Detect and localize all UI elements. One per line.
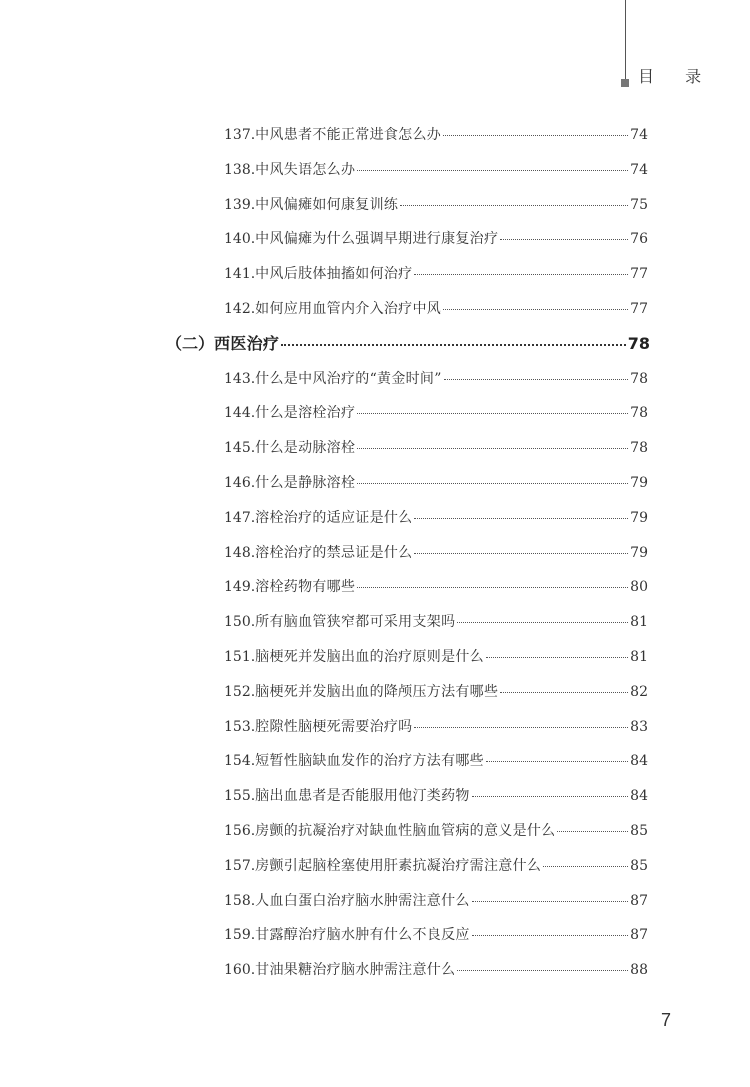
toc-entry-page: 74 [630, 161, 648, 178]
toc-entry-title: 所有脑血管狭窄都可采用支架吗 [255, 614, 456, 631]
toc-entry-page: 83 [630, 718, 648, 735]
toc-entry-number: 147. [224, 509, 256, 526]
toc-entry-page: 88 [630, 962, 648, 979]
dot-leader [472, 891, 629, 902]
toc-entry-number: 160. [224, 962, 256, 979]
toc-entry [224, 543, 648, 563]
toc-entry-number: 156. [224, 823, 256, 839]
toc-entry-page: 87 [630, 892, 648, 909]
toc-section-heading [166, 334, 650, 354]
toc-entry-title: 中风后肢体抽搐如何治疗 [255, 266, 413, 283]
dot-leader [400, 195, 628, 206]
toc-entry-number: 137. [224, 127, 256, 143]
dot-leader [557, 821, 628, 832]
toc-entry-title: 脑出血患者是否能服用他汀类药物 [255, 788, 470, 805]
toc-entry-number: 157. [224, 857, 256, 874]
toc-entry-number: 141. [224, 266, 256, 283]
toc-entry-number: 151. [224, 649, 256, 665]
dot-leader [486, 751, 628, 762]
toc-entry [224, 577, 648, 597]
toc-entry-page: 85 [630, 857, 648, 874]
toc-entry-title: 什么是溶栓治疗 [255, 405, 356, 422]
toc-entry [224, 856, 648, 876]
dot-leader [414, 543, 628, 554]
toc-entry-title: 西医治疗 [214, 333, 280, 353]
toc-entry [224, 682, 648, 702]
toc-entry [224, 647, 648, 667]
toc-entry-page: 78 [630, 370, 648, 387]
dot-leader [357, 438, 628, 449]
toc-entry [224, 299, 648, 319]
toc-entry-title: 房颤的抗凝治疗对缺血性脑血管病的意义是什么 [255, 823, 556, 839]
toc-entry-number: 145. [224, 440, 256, 457]
toc-entry-page: 82 [630, 683, 648, 700]
toc-entry [224, 160, 648, 180]
dot-leader [486, 647, 628, 658]
toc-entry [224, 786, 648, 806]
dot-leader [500, 229, 628, 240]
dot-leader [414, 264, 628, 275]
dot-leader [357, 403, 628, 414]
toc-entry-number: 149. [224, 579, 256, 596]
toc-entry [224, 229, 648, 249]
toc-entry-title: 房颤引起脑栓塞使用肝素抗凝治疗需注意什么 [255, 857, 542, 874]
dot-leader [444, 369, 628, 380]
toc-entry [224, 751, 648, 771]
toc-entry-number: 142. [224, 301, 256, 317]
toc-entry-title: 甘油果糖治疗脑水肿需注意什么 [255, 962, 456, 979]
dot-leader [472, 786, 629, 797]
dot-leader [443, 125, 628, 136]
toc-entry-title: 什么是静脉溶栓 [255, 475, 356, 491]
toc-entry [224, 508, 648, 528]
toc-entry-page: 81 [630, 614, 648, 631]
toc-entry-number: 146. [224, 475, 256, 491]
toc-entry-number: 155. [224, 788, 256, 805]
toc-entry-page: 80 [630, 579, 648, 596]
toc-entry-title: 如何应用血管内介入治疗中风 [255, 301, 442, 317]
toc-entry-title: 人血白蛋白治疗脑水肿需注意什么 [255, 892, 470, 909]
toc-entry-number: 150. [224, 614, 256, 631]
toc-entry-page: 78 [627, 333, 650, 353]
toc-entry-title: 什么是动脉溶栓 [255, 440, 356, 457]
toc-entry [224, 403, 648, 423]
toc-entry [224, 195, 648, 215]
toc-entry-page: 79 [630, 509, 648, 526]
toc-entry-page: 87 [630, 927, 648, 944]
dot-leader [357, 473, 628, 484]
toc-entry-page: 79 [630, 475, 648, 491]
dot-leader [472, 925, 629, 936]
toc-entry-title: 溶栓治疗的禁忌证是什么 [255, 544, 413, 561]
toc-entry-page: 77 [630, 266, 648, 283]
dot-leader [457, 960, 628, 971]
toc-entry-page: 85 [630, 823, 648, 839]
toc-entry-title: 中风失语怎么办 [255, 161, 356, 178]
toc-entry-number: 139. [224, 196, 256, 213]
toc-entry-title: 中风患者不能正常进食怎么办 [255, 127, 442, 143]
dot-leader [357, 160, 628, 171]
toc-entry-page: 77 [630, 301, 648, 317]
toc-entry-number: 159. [224, 927, 256, 944]
dot-leader [281, 334, 626, 346]
dot-leader [457, 612, 628, 623]
toc-entry-title: 脑梗死并发脑出血的治疗原则是什么 [255, 649, 484, 665]
toc-entry-page: 81 [630, 649, 648, 665]
toc-entry-number: （二） [166, 333, 215, 353]
toc-entry-title: 脑梗死并发脑出血的降颅压方法有哪些 [255, 683, 499, 700]
toc-entry-page: 74 [630, 127, 648, 143]
toc-entry-title: 短暂性脑缺血发作的治疗方法有哪些 [255, 753, 484, 770]
toc-entry [224, 612, 648, 632]
toc-entry-number: 144. [224, 405, 256, 422]
toc-entry-title: 甘露醇治疗脑水肿有什么不良反应 [255, 927, 470, 944]
toc-entry [224, 960, 648, 980]
toc-entry-number: 148. [224, 544, 256, 561]
toc-entry-number: 158. [224, 892, 256, 909]
toc-entry-number: 138. [224, 161, 256, 178]
toc-entry-page: 78 [630, 405, 648, 422]
dot-leader [500, 682, 628, 693]
running-title: 目 录 [638, 67, 715, 86]
toc-entry [224, 264, 648, 284]
toc-entry [224, 125, 648, 145]
toc-entry-title: 什么是中风治疗的“黄金时间” [255, 370, 442, 387]
toc-entry [224, 821, 648, 841]
dot-leader [443, 299, 628, 310]
page-number: 7 [661, 1010, 672, 1030]
toc-entry-number: 154. [224, 753, 256, 770]
dot-leader [414, 508, 628, 519]
toc-entry-page: 76 [630, 231, 648, 248]
dot-leader [414, 717, 628, 728]
toc-entry-title: 溶栓药物有哪些 [255, 579, 356, 596]
toc-entry [224, 717, 648, 737]
toc-entry-page: 84 [630, 788, 648, 805]
toc-entry [224, 925, 648, 945]
toc-entry-page: 79 [630, 544, 648, 561]
toc-entry-title: 中风偏瘫为什么强调早期进行康复治疗 [255, 231, 499, 248]
toc-entry-page: 78 [630, 440, 648, 457]
toc-entry [224, 473, 648, 493]
toc-entry [224, 438, 648, 458]
toc-entry-title: 腔隙性脑梗死需要治疗吗 [255, 718, 413, 735]
toc-entry-number: 152. [224, 683, 256, 700]
toc-entry-page: 75 [630, 196, 648, 213]
toc-entry-number: 140. [224, 231, 256, 248]
toc-entry-number: 153. [224, 718, 256, 735]
toc-entry-title: 中风偏瘫如何康复训练 [255, 196, 399, 213]
dot-leader [543, 856, 628, 867]
toc-entry-page: 84 [630, 753, 648, 770]
toc-entry-number: 143. [224, 370, 256, 387]
toc-entry [224, 369, 648, 389]
dot-leader [357, 577, 628, 588]
toc-entry [224, 891, 648, 911]
toc-entry-title: 溶栓治疗的适应证是什么 [255, 509, 413, 526]
